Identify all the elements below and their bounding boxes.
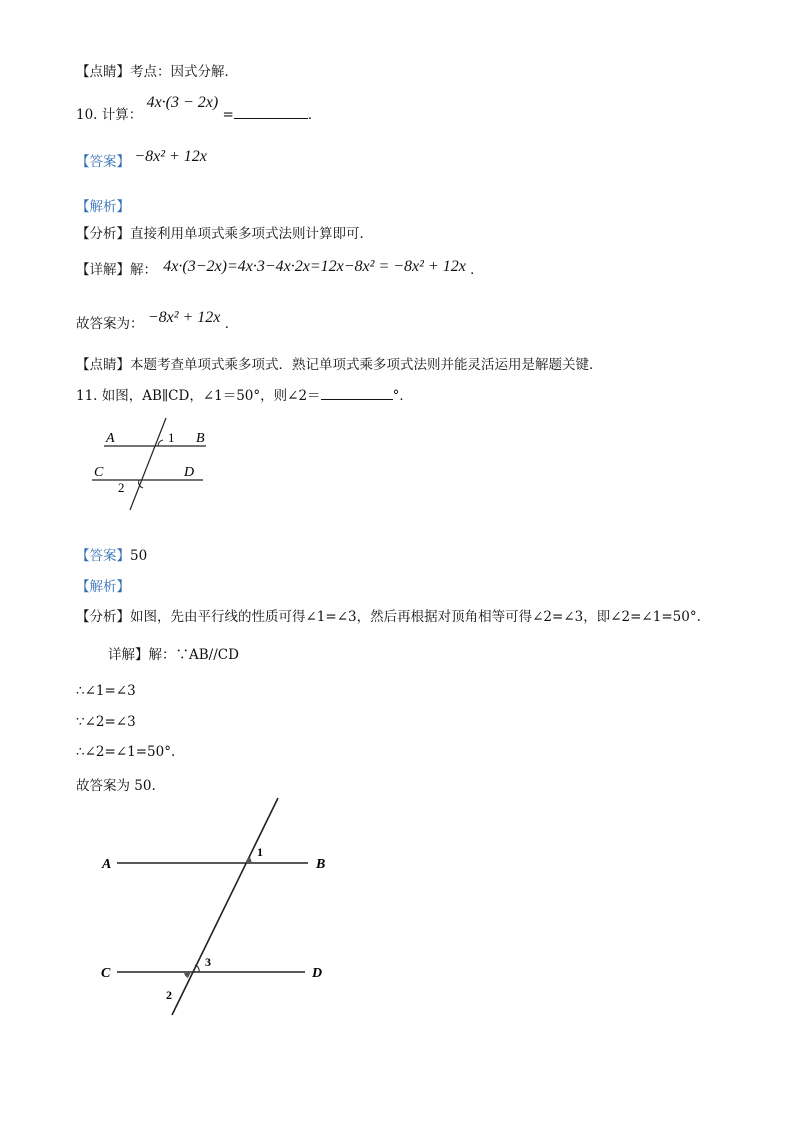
q11-end: °． — [392, 388, 413, 404]
xiangjie-10-expression: 4x·(3−2x)=4x·3−4x·2x=12x−8x² = −8x² + 12x — [163, 258, 466, 275]
guda-label: 故答案为： — [76, 316, 144, 332]
label-1-small: 1 — [168, 430, 175, 445]
guda-10-value: −8x² + 12x — [147, 309, 221, 326]
q11-text: 11. 如图，AB∥CD，∠1＝50°，则∠2＝ — [76, 388, 321, 404]
dianjing-line-1: 【点睛】考点：因式分解． — [76, 64, 238, 80]
q10-equals: = — [222, 107, 234, 123]
guda-10-dot: ． — [224, 316, 239, 332]
label-1-large: 1 — [257, 845, 263, 859]
step-2: ∵∠2=∠3 — [76, 714, 136, 730]
label-3-large: 3 — [205, 955, 211, 969]
fenxi-10: 【分析】直接利用单项式乘多项式法则计算即可． — [76, 226, 373, 242]
q10-expression: 4x·(3 − 2x) — [146, 94, 219, 111]
label-a-small: A — [106, 431, 115, 446]
xiangjie-label: 【详解】解： — [76, 262, 157, 278]
angle-1-mark-large — [246, 857, 252, 863]
jiexi-label-10: 【解析】 — [76, 199, 130, 215]
jiexi-label-11: 【解析】 — [76, 579, 130, 595]
label-b-large: B — [316, 857, 326, 872]
label-b-small: B — [196, 431, 205, 446]
label-d-small: D — [184, 465, 195, 480]
answer-10-value: −8x² + 12x — [134, 148, 207, 165]
dianjing-10: 【点睛】本题考查单项式乘多项式．熟记单项式乘多项式法则并能灵活运用是解题关键． — [76, 357, 603, 373]
step-1: ∴∠1=∠3 — [76, 683, 136, 699]
q10-end: ． — [307, 107, 322, 123]
answer-label: 【答案】 — [76, 154, 130, 170]
xiangjie-11: 详解】解：∵AB//CD — [108, 647, 239, 663]
fenxi-11: 【分析】如图，先由平行线的性质可得∠1=∠3，然后再根据对顶角相等可得∠2=∠3，即∠2=∠1=50°. — [76, 609, 701, 625]
q10-prefix: 10. 计算： — [76, 107, 143, 123]
label-c-large: C — [101, 966, 111, 981]
xiangjie-10-dot: ． — [470, 262, 484, 278]
answer-11-label: 【答案】 — [76, 548, 130, 564]
answer-11-value: 50 — [130, 548, 148, 564]
transversal-large — [172, 798, 278, 1015]
label-2-small: 2 — [118, 480, 125, 495]
label-d-large: D — [312, 966, 323, 981]
guda-11: 故答案为 50. — [76, 778, 156, 794]
label-c-small: C — [94, 465, 104, 480]
label-2-large: 2 — [166, 988, 172, 1002]
step-3: ∴∠2=∠1=50°. — [76, 744, 176, 760]
label-a-large: A — [102, 857, 112, 872]
